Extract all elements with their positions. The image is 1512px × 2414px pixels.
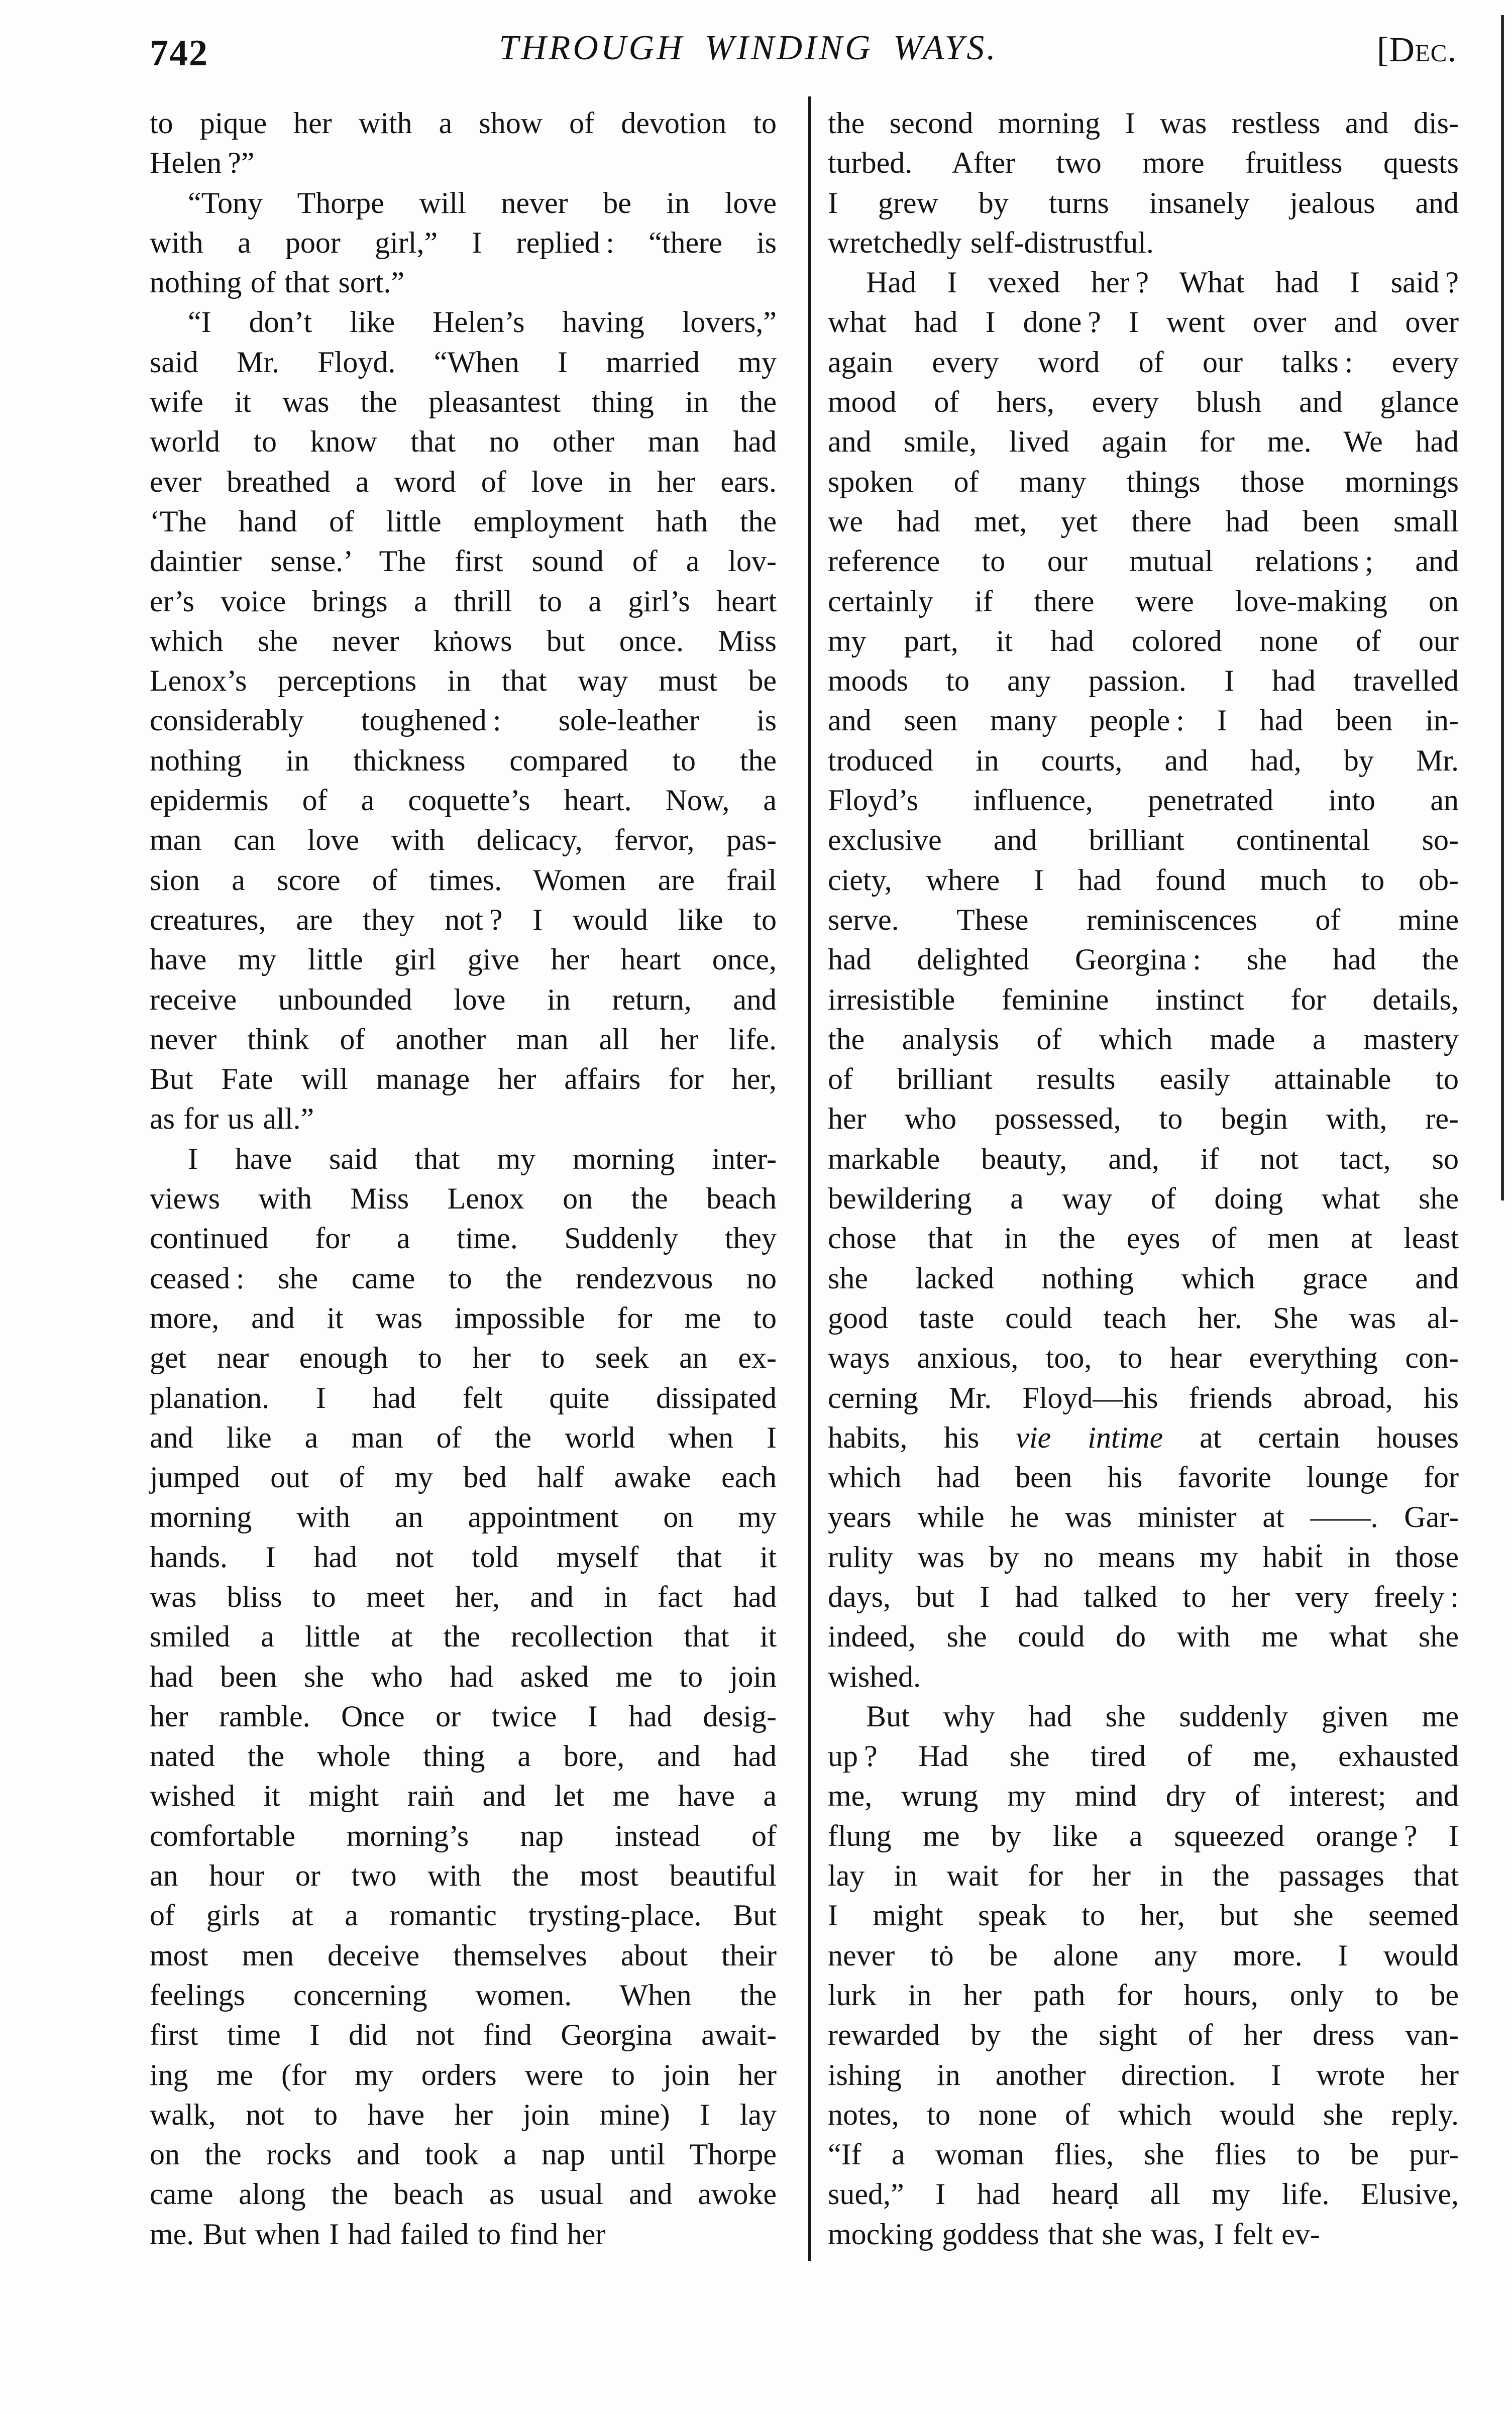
text-line: days, but I had talked to her very freely : — [828, 1580, 1459, 1613]
text-line: considerably toughened : sole-leather is — [150, 704, 777, 737]
text-line: an hour or two with the most beautiful — [150, 1859, 777, 1893]
text-column-left — [150, 103, 777, 2254]
text-line: the second morning I was restless and dis- — [828, 106, 1459, 140]
text-line: wretchedly self-distrustful. — [828, 226, 1154, 259]
text-line: ceased : she came to the rendezvous no — [150, 1261, 777, 1295]
paragraph — [828, 1697, 1459, 2254]
issue-date: [Dec. — [1377, 31, 1457, 69]
text-line: man can love with delicacy, fervor, pas- — [150, 823, 777, 857]
text-line: serve. These reminiscences of mine — [828, 903, 1459, 936]
text-line: of brilliant results easily attainable to — [828, 1062, 1459, 1096]
text-line: Lenox’s perceptions in that way must be — [150, 664, 777, 698]
text-line: which she never kṅows but once. Miss — [150, 624, 777, 657]
text-line: wife it was the pleasantest thing in the — [150, 385, 777, 419]
text-line: certainly if there were love-making on — [828, 584, 1459, 618]
running-header — [150, 28, 1459, 74]
text-line: and seen many people : I had been in- — [828, 704, 1459, 737]
text-line: and like a man of the world when I — [150, 1420, 777, 1454]
text-line: indeed, she could do with me what she — [828, 1620, 1459, 1654]
text-line: hands. I had not told myself that it — [150, 1540, 777, 1574]
text-line: sued,” I had hearḍ all my life. Elusive, — [828, 2177, 1459, 2211]
text-line: her who possessed, to begin with, re- — [828, 1102, 1459, 1136]
text-line: exclusive and brilliant continental so- — [828, 823, 1459, 857]
text-line: feelings concerning women. When the — [150, 1978, 777, 2012]
text-line: on the rocks and took a nap until Thorpe — [150, 2138, 777, 2171]
text-line: daintier sense.’ The first sound of a lov- — [150, 544, 777, 578]
text-line: nated the whole thing a bore, and had — [150, 1739, 777, 1773]
text-line: troduced in courts, and had, by Mr. — [828, 743, 1459, 777]
text-line: nothing in thickness compared to the — [150, 743, 777, 777]
text-line: ways anxious, too, to hear everything con- — [828, 1341, 1459, 1375]
text-line: had been she who had asked me to join — [150, 1660, 777, 1693]
text-line: “I don’t like Helen’s having lovers,” — [188, 305, 777, 339]
paragraph — [150, 1139, 777, 2254]
text-line: and smile, lived again for me. We had — [828, 425, 1459, 459]
text-line: good taste could teach her. She was al- — [828, 1301, 1459, 1335]
text-line: Had I vexed her ? What had I said ? — [866, 266, 1459, 299]
text-line: have my little girl give her heart once, — [150, 943, 777, 976]
text-line: ciety, where I had found much to ob- — [828, 863, 1459, 897]
text-column-right — [828, 103, 1459, 2254]
text-line: bewildering a way of doing what she — [828, 1182, 1459, 1216]
text-line: But Fate will manage her affairs for her, — [150, 1062, 777, 1096]
text-line: as for us all.” — [150, 1102, 314, 1136]
paragraph — [150, 302, 777, 1139]
text-line: lay in wait for her in the passages that — [828, 1859, 1459, 1893]
text-line: never tȯ be alone any more. I would — [828, 1938, 1459, 1972]
running-title: THROUGH WINDING WAYS. — [499, 29, 998, 67]
text-line: her ramble. Once or twice I had desig- — [150, 1699, 777, 1733]
text-line: Floyd’s influence, penetrated into an — [828, 784, 1459, 817]
text-line: views with Miss Lenox on the beach — [150, 1182, 777, 1216]
text-line: I have said that my morning inter- — [188, 1142, 777, 1175]
text-line: morning with an appointment on my — [150, 1500, 777, 1534]
text-line: years while he was minister at ——. Gar- — [828, 1500, 1459, 1534]
column-divider-rule — [808, 96, 811, 2261]
text-line: “If a woman flies, she flies to be pur- — [828, 2138, 1459, 2171]
text-line: chose that in the eyes of men at least — [828, 1222, 1459, 1255]
text-line: er’s voice brings a thrill to a girl’s heart — [150, 584, 777, 618]
text-line: creatures, are they not ? I would like to — [150, 903, 777, 936]
text-line: wished it might raiṅ and let me have a — [150, 1779, 777, 1813]
text-line: sion a score of times. Women are frail — [150, 863, 777, 897]
text-line: nothing of that sort.” — [150, 266, 405, 299]
text-line: mocking goddess that she was, I felt ev- — [828, 2217, 1320, 2251]
text-line: receive unbounded love in return, and — [150, 982, 777, 1016]
text-line: me, wrung my mind dry of interest; and — [828, 1779, 1459, 1813]
text-line: jumped out of my bed half awake each — [150, 1461, 777, 1494]
text-line: markable beauty, and, if not tact, so — [828, 1142, 1459, 1175]
text-line: me. But when I had failed to find her — [150, 2217, 606, 2251]
text-line: first time I did not find Georgina await- — [150, 2018, 777, 2052]
text-line: ishing in another direction. I wrote her — [828, 2058, 1459, 2092]
text-line: “Tony Thorpe will never be in love — [188, 186, 777, 220]
text-line: rewarded by the sight of her dress van- — [828, 2018, 1459, 2052]
paragraph — [150, 183, 777, 303]
text-line: said Mr. Floyd. “When I married my — [150, 345, 777, 379]
text-line: turbed. After two more fruitless quests — [828, 146, 1459, 180]
text-line: smiled a little at the recollection that it — [150, 1620, 777, 1654]
page-number: 742 — [150, 33, 208, 74]
text-line: of girls at a romantic trysting-place. But — [150, 1899, 777, 1932]
text-line: came along the beach as usual and awoke — [150, 2177, 777, 2211]
scan-edge-line — [1501, 15, 1504, 1200]
text-line: ing me (for my orders were to join her — [150, 2058, 777, 2092]
text-line: But why had she suddenly given me — [866, 1699, 1459, 1733]
text-line: the analysis of which made a mastery — [828, 1022, 1459, 1056]
text-line: what had I done ? I went over and over — [828, 305, 1459, 339]
text-line: more, and it was impossible for me to — [150, 1301, 777, 1335]
text-line: get near enough to her to seek an ex- — [150, 1341, 777, 1375]
text-line: flung me by like a squeezed orange ? I — [828, 1819, 1459, 1852]
text-line: world to know that no other man had — [150, 425, 777, 459]
text-line: irresistible feminine instinct for details, — [828, 982, 1459, 1016]
text-line: reference to our mutual relations ; and — [828, 544, 1459, 578]
text-line: with a poor girl,” I replied : “there is — [150, 226, 777, 259]
text-line: most men deceive themselves about their — [150, 1938, 777, 1972]
text-line: my part, it had colored none of our — [828, 624, 1459, 657]
text-line: she lacked nothing which grace and — [828, 1261, 1459, 1295]
paragraph — [828, 263, 1459, 1697]
text-line: was bliss to meet her, and in fact had — [150, 1580, 777, 1613]
text-line: again every word of our talks : every — [828, 345, 1459, 379]
text-line: mood of hers, every blush and glance — [828, 385, 1459, 419]
text-line: we had met, yet there had been small — [828, 504, 1459, 538]
text-line: planation. I had felt quite dissipated — [150, 1381, 777, 1414]
text-line: moods to any passion. I had travelled — [828, 664, 1459, 698]
text-line: which had been his favorite lounge for — [828, 1461, 1459, 1494]
text-line: ever breathed a word of love in her ears. — [150, 465, 777, 498]
text-line: to pique her with a show of devotion to — [150, 106, 777, 140]
text-line: Helen ?” — [150, 146, 255, 180]
text-line: notes, to none of which would she reply. — [828, 2098, 1459, 2131]
paragraph — [828, 103, 1459, 263]
text-line: I might speak to her, but she seemed — [828, 1899, 1459, 1932]
text-line: epidermis of a coquette’s heart. Now, a — [150, 784, 777, 817]
text-line: lurk in her path for hours, only to be — [828, 1978, 1459, 2012]
text-line: never think of another man all her life. — [150, 1022, 777, 1056]
text-line: had delighted Georgina : she had the — [828, 943, 1459, 976]
text-line: continued for a time. Suddenly they — [150, 1222, 777, 1255]
text-line: cerning Mr. Floyd—his friends abroad, his — [828, 1381, 1459, 1414]
text-line: habits, his vie intime at certain houses — [828, 1420, 1459, 1454]
text-line: walk, not to have her join mine) I lay — [150, 2098, 777, 2131]
text-line: I grew by turns insanely jealous and — [828, 186, 1459, 220]
text-line: spoken of many things those mornings — [828, 465, 1459, 498]
text-line: rulity was by no means my habiṫ in those — [828, 1540, 1459, 1574]
text-line: ‘The hand of little employment hath the — [150, 504, 777, 538]
text-line: up ? Had she tired of me, exhausted — [828, 1739, 1459, 1773]
text-line: wished. — [828, 1660, 921, 1693]
text-line: comfortable morning’s nap instead of — [150, 1819, 777, 1852]
paragraph — [150, 103, 777, 183]
